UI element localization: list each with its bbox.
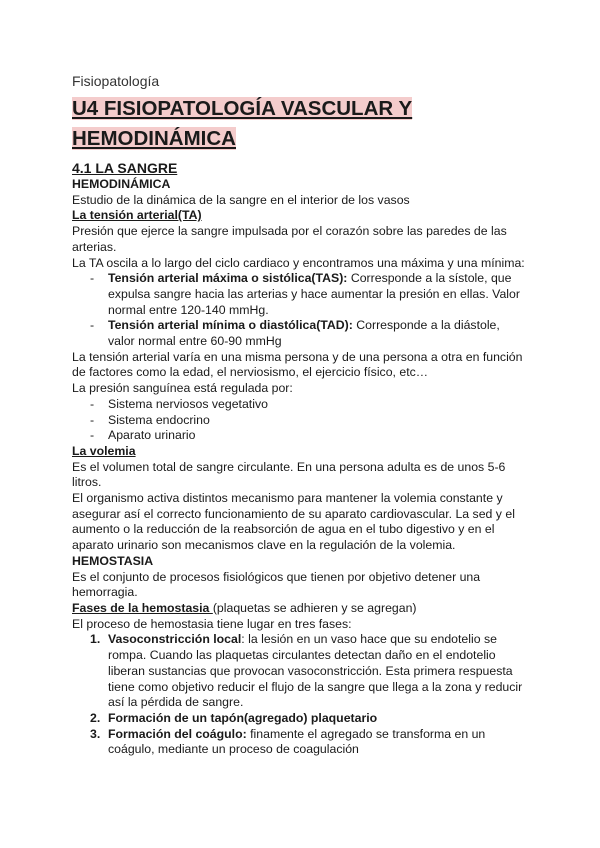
list-item: [90, 271, 527, 318]
list-item-term: Formación de un tapón(agregado) plaquetario: [108, 710, 378, 725]
list-item: - Sistema nerviosos vegetativo: [90, 397, 527, 413]
hemostasia-heading: HEMOSTASIA: [72, 553, 154, 568]
list-number: 1.: [90, 632, 101, 647]
volemia-paragraph-1: Es el volumen total de sangre circulante. En una persona adulta es de unos 5-6 litros.: [72, 459, 506, 490]
section-heading: 4.1 LA SANGRE: [72, 160, 178, 176]
list-item-term: Tensión arterial máxima o sistólica(TAS):: [108, 271, 348, 286]
list-item: [90, 727, 527, 758]
document-content: [72, 72, 527, 758]
list-number: 2.: [90, 710, 101, 725]
list-item-text: : la lesión en un vaso hace que su endotelio se rompa. Cuando las plaquetas circulantes detectan daño en el endotelio liberan sustancias que provocan vasoconstricción. Esta primera respuesta tiene como objetivo reducir el flujo de la sangre que llega a la zona y reducir así la pérdida de sangre.: [108, 632, 523, 710]
fases-note: (plaquetas se adhieren y se agregan): [212, 600, 417, 615]
fases-intro: El proceso de hemostasia tiene lugar en tres fases:: [72, 616, 352, 631]
document-title: [72, 94, 527, 154]
hemodinamica-heading: HEMODINÁMICA: [72, 177, 171, 191]
list-item-term: Formación del coágulo:: [108, 726, 247, 741]
tension-definition: Presión que ejerce la sangre impulsada por el corazón sobre las paredes de las arterias.: [72, 224, 507, 254]
volemia-heading: La volemia: [72, 443, 136, 458]
list-number: 3.: [90, 726, 101, 741]
fases-heading: Fases de la hemostasia: [72, 600, 213, 615]
list-item: [90, 711, 527, 727]
list-item: [90, 318, 527, 349]
regulation-intro: La presión sanguínea está regulada por:: [72, 381, 293, 396]
fases-list: [72, 632, 527, 758]
list-item-text: finamente el agregado se transforma en un coágulo, mediante un proceso de coagulación: [108, 726, 486, 757]
list-item-text: Corresponde a la sístole, que expulsa sangre hacia las arterias y hace aumentar la presión en ellas. Valor normal entre 120-140 mmHg.: [108, 271, 520, 317]
tension-heading: La tensión arterial(TA): [72, 208, 202, 223]
list-item-term: Vasoconstricción local: [108, 632, 242, 647]
tension-intro: La TA oscila a lo largo del ciclo cardiaco y encontramos una máxima y una mínima:: [72, 255, 525, 270]
hemostasia-definition: Es el conjunto de procesos fisiológicos que tienen por objetivo detener una hemorragia.: [72, 569, 481, 600]
tension-variation: La tensión arterial varía en una misma persona y de una persona a otra en función de factores como la edad, el nerviosismo, el ejercicio físico, etc…: [72, 349, 523, 380]
list-item: - Sistema endocrino: [90, 413, 527, 429]
list-item: [90, 632, 527, 711]
list-item: - Aparato urinario: [90, 428, 527, 444]
title-line-2: HEMODINÁMICA: [72, 127, 236, 150]
fases-heading-line: [72, 601, 527, 617]
regulation-list: [72, 397, 527, 444]
volemia-paragraph-2: El organismo activa distintos mecanismo para mantener la volemia constante y asegurar así el correcto funcionamiento de su aparato cardiovascular. La sed y el aumento o la reducción de la reabsorción de agua en el tubo digestivo y en el aparato urinario son mecanismos clave en la regulación de la volemia.: [72, 491, 515, 553]
list-item-text: Corresponde a la diástole, valor normal entre 60-90 mmHg: [108, 318, 500, 349]
hemodinamica-definition: Estudio de la dinámica de la sangre en el interior de los vasos: [72, 192, 410, 207]
course-name: Fisiopatología: [72, 73, 160, 89]
tension-list: [72, 271, 527, 350]
list-item-term: Tensión arterial mínima o diastólica(TAD):: [108, 318, 353, 333]
title-line-1: U4 FISIOPATOLOGÍA VASCULAR Y: [72, 97, 413, 120]
